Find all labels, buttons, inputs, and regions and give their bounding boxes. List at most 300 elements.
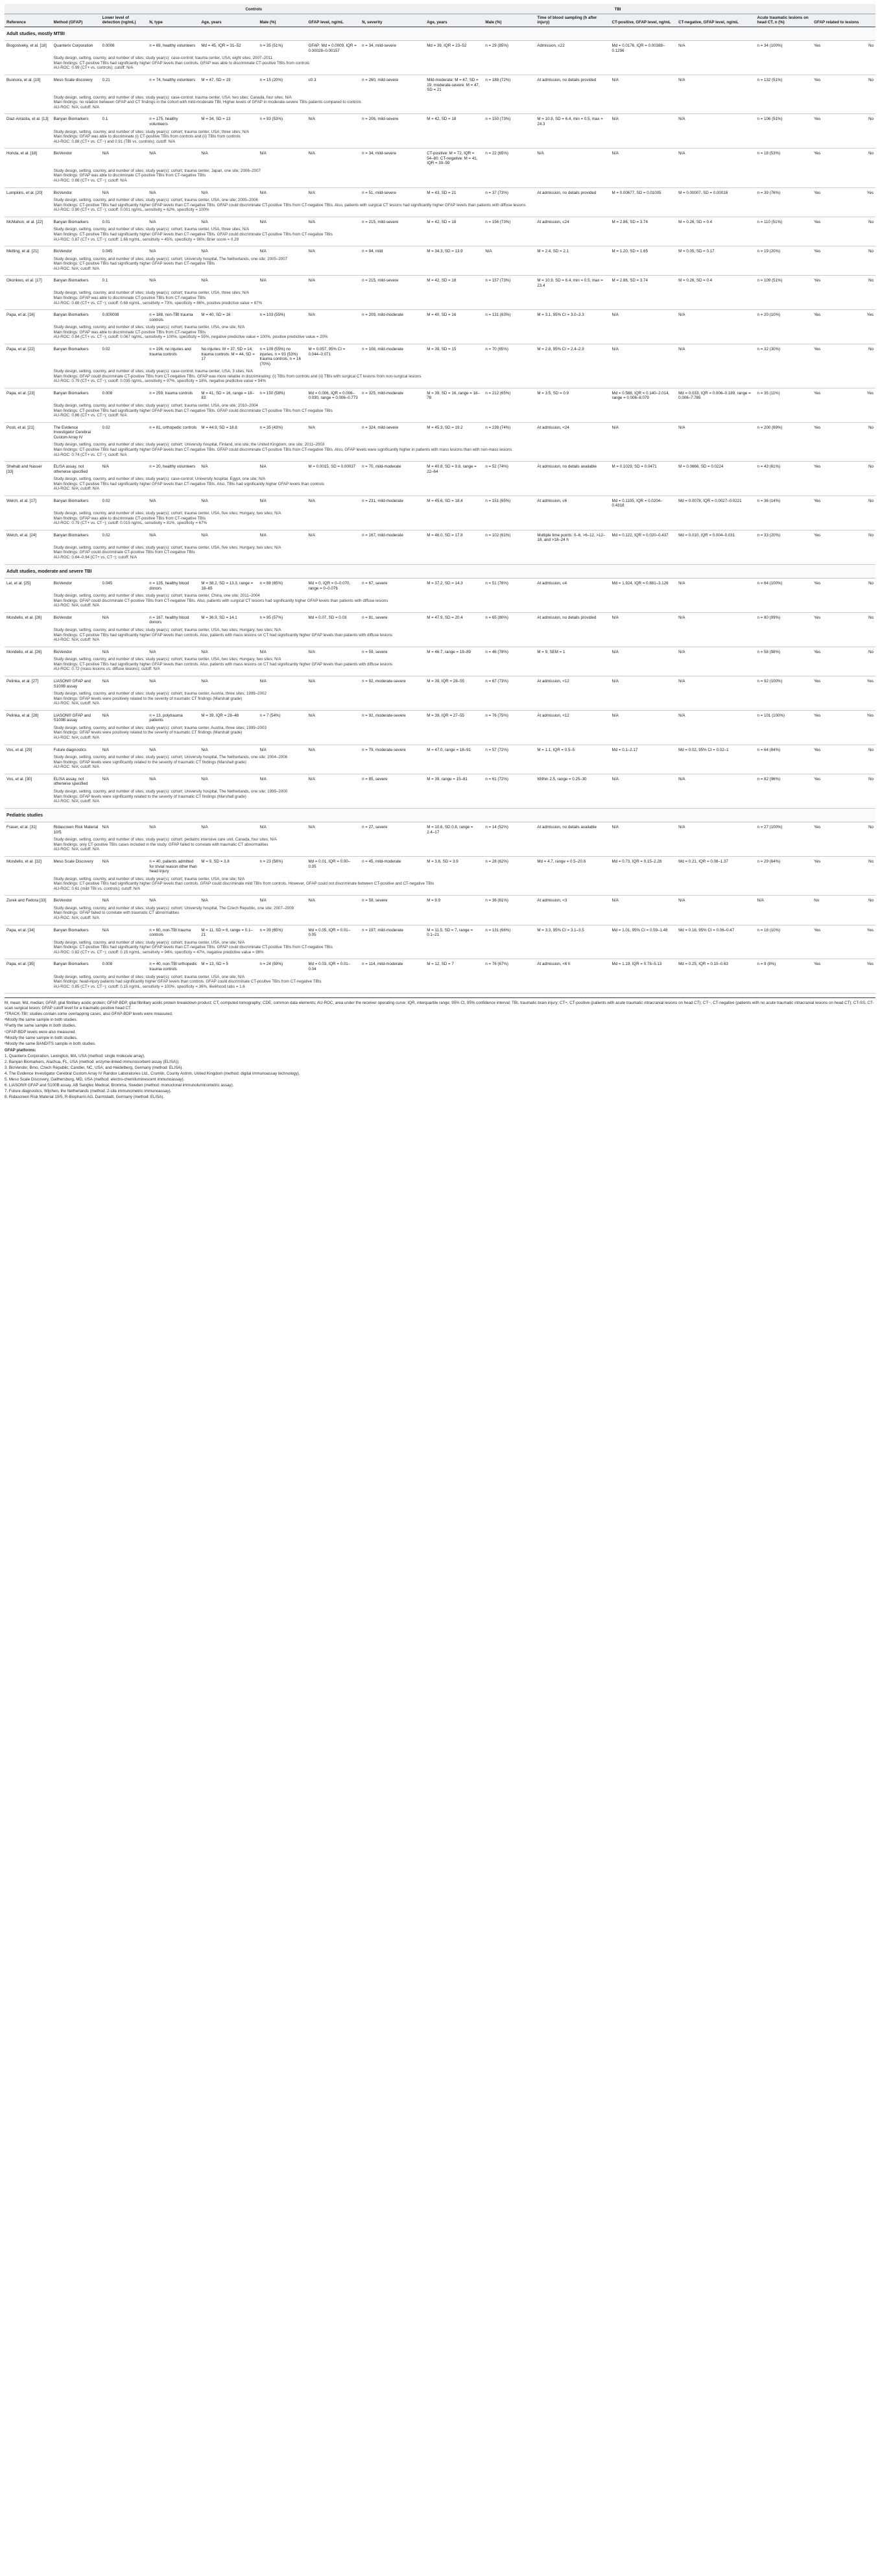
- cell-tbi-ct-positive: N/A: [612, 713, 619, 718]
- col-controls-age: Age, years: [199, 14, 257, 27]
- cell-controls-age: M = 9, SD = 3.8: [201, 859, 230, 864]
- cell-tbi-lesions: n = 43 (61%): [757, 464, 781, 470]
- meta-line: AU-ROC: N/A; cutoff: N/A: [53, 765, 99, 770]
- table-row-meta: [5, 836, 875, 856]
- meta-cell: [52, 905, 875, 925]
- cell-tbi-ct-negative: N/A: [678, 776, 685, 781]
- cell-extracranial: No: [868, 464, 874, 470]
- col-tbi-age: Age, years: [425, 14, 483, 27]
- cell-tbi-ct-negative: N/A: [678, 151, 685, 156]
- cell-tbi-age: M = 42, SD = 18: [427, 278, 457, 283]
- table-row: [5, 310, 875, 324]
- table-row-meta: [5, 324, 875, 344]
- cell-lower-detection: 0.02: [102, 346, 110, 352]
- cell-gfap-related: Yes: [814, 151, 821, 156]
- cell-controls-age: M = 47, SD = 19: [201, 78, 231, 83]
- meta-spacer: [5, 626, 52, 647]
- cell-tbi-age: M = 34.3, SD = 13.9: [427, 249, 463, 254]
- cell-reference: Zurek and Fedora [33]: [6, 898, 47, 903]
- studies-table: [5, 4, 875, 994]
- cell-tbi-time: Md = 4.7, range = 0.5–20.8: [537, 859, 586, 864]
- meta-line: AU-ROC: 0.87 (CT+ vs. CT−); cutoff: 1.66 ng/mL, sensitivity = 45%, specificity = 96%; Brier score = 0.29: [53, 237, 239, 242]
- cell-tbi-time: At admission, ≤6: [537, 498, 567, 503]
- cell-controls-male: n = 93 (53%): [259, 117, 283, 122]
- meta-line: Main findings: GFAP levels were positively related to the severity of traumatic CT findings (Marshall grade): [53, 696, 243, 701]
- cell-tbi-time: At admission, <12: [537, 713, 569, 718]
- cell-extracranial: No: [868, 532, 874, 538]
- section-title: Pediatric studies: [5, 808, 875, 822]
- cell-controls-age: N/A: [201, 776, 208, 781]
- meta-cell: [52, 626, 875, 647]
- cell-tbi-related: [812, 149, 875, 167]
- cell-reference: Posti, et al. [21]: [6, 425, 34, 430]
- cell-controls-male: N/A: [259, 532, 267, 538]
- cell-controls-n-type: N/A: [149, 678, 156, 684]
- cell-controls-age: M = 41, SD = 16, range = 18–83: [201, 390, 255, 401]
- cell-tbi-ct-negative: N/A: [678, 615, 685, 620]
- table-row: [5, 246, 875, 256]
- platform-item: 6. LIASON® GFAP and S100B assay, AB Sangtec Medical, Bromma, Sweden (method: monoclonal immunoluminometric assay).: [5, 1083, 234, 1088]
- cell-tbi-time: At admission, <12: [537, 678, 569, 684]
- meta-line: AU-ROC: 0.84 (CT+ vs. CT−); cutoff: 0.067 ng/mL, sensitivity = 100%, specificity = 55%, negative predictive value = 100%, positive predictive value = 20%: [53, 335, 328, 340]
- cell-tbi-lesions: n = 101 (100%): [757, 713, 785, 718]
- meta-spacer: [5, 690, 52, 710]
- cell-tbi-related: [812, 246, 875, 256]
- cell-tbi-lesions: n = 64 (100%): [757, 581, 783, 586]
- cell-controls-n-type: n = 13, polytrauma patients: [149, 713, 183, 723]
- cell-tbi-related: [812, 856, 875, 875]
- cell-gfap-related: Yes: [814, 464, 821, 470]
- meta-cell: [52, 510, 875, 530]
- cell-controls-age: M = 13, SD = 5: [201, 962, 228, 967]
- cell-extracranial: No: [868, 278, 874, 283]
- meta-cell: [52, 226, 875, 246]
- cell-reference: Lei, et al. [25]: [6, 581, 31, 586]
- cell-extracranial: No: [868, 649, 874, 654]
- cell-gfap-related: Yes: [814, 825, 821, 830]
- meta-line: Main findings: CT-positive TBIs had significantly higher GFAP levels than CT-negative TBIs. GFAP could discriminate CT-positive TBIs from CT-negative TBIs. Also, patients with surgical CT lesions had significantly higher GFAP levels than patients with diffuse lesions: [53, 202, 526, 208]
- cell-controls-age: No injuries: M = 37, SD = 14; trauma controls: M = 44, SD = 17: [201, 346, 255, 362]
- table-row-meta: [5, 402, 875, 422]
- meta-line: AU-ROC: 0.74 (CT+ vs. CT−); cutoff: N/A: [53, 452, 127, 457]
- meta-spacer: [5, 754, 52, 774]
- meta-line: Study design, setting, country, and number of sites; study year(s): cohort; pediatric intensive care unit, Canada, four sites; N/A: [53, 837, 277, 842]
- cell-tbi-time: M = 2.4, SD = 2.1: [537, 249, 569, 254]
- cell-tbi-ct-negative: N/A: [678, 313, 685, 318]
- cell-controls-n-type: N/A: [149, 151, 156, 156]
- cell-tbi-ct-positive: Md = 0.122, IQR = 0.020–0.437: [612, 532, 669, 538]
- cell-tbi-n-severity: n = 79, moderate-severe: [362, 747, 406, 752]
- cell-method: Banyan Biomarkers: [53, 498, 89, 503]
- header-group-row: [5, 4, 875, 14]
- cell-tbi-time: At admission, no details provided: [537, 78, 597, 83]
- cell-gfap-related: Yes: [814, 219, 821, 224]
- cell-tbi-age: M = 39, SD = 15: [427, 346, 457, 352]
- meta-cell: [52, 939, 875, 959]
- cell-controls-age: M = 40, SD = 16: [201, 313, 231, 318]
- meta-spacer: [5, 128, 52, 149]
- cell-tbi-time: At admission, <24: [537, 425, 569, 430]
- cell-gfap-related: Yes: [814, 962, 821, 967]
- table-row: [5, 530, 875, 544]
- cell-tbi-male: n = 151 (65%): [485, 498, 511, 503]
- table-row: [5, 578, 875, 593]
- meta-cell: [52, 167, 875, 187]
- cell-tbi-ct-negative: N/A: [678, 649, 685, 654]
- cell-tbi-time: At admission, <3: [537, 898, 567, 903]
- cell-tbi-n-severity: n = 206, mild-severe: [362, 117, 399, 122]
- platform-item: 3. BioVendor, Brno, Czech Republic; Candler, NC, USA; and Heidelberg, Germany (method: ELISA).: [5, 1065, 184, 1070]
- cell-lower-detection: N/A: [102, 927, 109, 933]
- cell-tbi-lesions: n = 132 (51%): [757, 78, 783, 83]
- table-row: [5, 276, 875, 290]
- cell-tbi-n-severity: n = 197, mild-moderate: [362, 927, 403, 933]
- meta-cell: [52, 656, 875, 676]
- cell-tbi-time: At admission, no details available: [537, 464, 597, 470]
- cell-tbi-male: n = 131 (63%): [485, 313, 511, 318]
- table-row-meta: [5, 510, 875, 530]
- cell-tbi-ct-negative: N/A: [678, 898, 685, 903]
- cell-tbi-n-severity: n = 67, severe: [362, 581, 388, 586]
- table-row-meta: [5, 475, 875, 495]
- cell-tbi-male: n = 150 (73%): [485, 117, 511, 122]
- table-row: [5, 462, 875, 476]
- cell-controls-gfap: GFAP: Md = 0.0009, IQR = 0.00028–0.00157: [308, 43, 357, 53]
- meta-cell: [52, 690, 875, 710]
- cell-tbi-age: M = 40, SD = 16: [427, 313, 457, 318]
- cell-tbi-ct-negative: M = 0.0666, SD = 0.0224: [678, 464, 724, 470]
- cell-tbi-male: n = 14 (52%): [485, 825, 508, 830]
- platform-item: 4. The Evidence Investigator Cerebral Custom Array IV Randox Laboratories Ltd., Crumlin, County Antrim, United Kingdom (method: digital immunoassay technology).: [5, 1071, 300, 1076]
- cell-tbi-ct-negative: N/A: [678, 713, 685, 718]
- table-row-meta: [5, 592, 875, 612]
- cell-method: BioVendor: [53, 615, 73, 620]
- table-row-meta: [5, 197, 875, 217]
- cell-tbi-lesions: n = 32 (30%): [757, 346, 781, 352]
- meta-line: Study design, setting, country, and number of sites; study year(s): case-control; trauma center, USA; two sites; Canada, four sites; N/A: [53, 95, 292, 100]
- meta-line: Main findings: GFAP levels were significantly related to the severity of traumatic CT findings (Marshall grade): [53, 794, 246, 799]
- cell-controls-age: M = 39, IQR = 28–48: [201, 713, 239, 718]
- cell-lower-detection: 0.000008: [102, 313, 119, 318]
- meta-spacer: [5, 973, 52, 994]
- cell-controls-n-type: n = 81, orthopedic controls: [149, 425, 197, 430]
- table-header: [5, 4, 875, 27]
- cell-controls-age: N/A: [201, 898, 208, 903]
- meta-cell: [52, 544, 875, 564]
- cell-extracranial: No: [868, 825, 874, 830]
- header-columns-row: [5, 14, 875, 27]
- cell-controls-male: n = 35 (51%): [259, 43, 283, 49]
- cell-controls-age: N/A: [201, 249, 208, 254]
- meta-spacer: [5, 94, 52, 114]
- cell-tbi-n-severity: n = 34, mild-severe: [362, 151, 396, 156]
- meta-line: Main findings: CT-positive TBIs had significantly higher GFAP levels than controls. GFAP could discriminate mild TBIs from controls. However, GFAP could not discriminate between CT-positive and CT-negative TBIs: [53, 881, 434, 887]
- cell-gfap-related: Yes: [814, 390, 821, 396]
- col-controls-n-type: N, type: [147, 14, 199, 27]
- meta-line: AU-ROC: N/A; cutoff: N/A: [53, 638, 99, 643]
- meta-line: Study design, setting, country, and number of sites; study year(s): cohort; trauma center, USA, three sites; N/A: [53, 227, 250, 232]
- cell-reference: Fraser, et al. [31]: [6, 825, 37, 830]
- cell-controls-gfap: Md = 0.05, IQR = 0.01–0.05: [308, 927, 351, 938]
- cell-reference: Welch, et al. [24]: [6, 532, 36, 538]
- cell-controls-male: n = 15 (20%): [259, 78, 283, 83]
- meta-line: Main findings: no relation between GFAP and CT findings in the cohort with mild-moderate TBI. Higher levels of GFAP in moderate-severe TBIs patients compared to controls: [53, 100, 361, 105]
- cell-tbi-lesions: n = 33 (20%): [757, 532, 781, 538]
- cell-reference: Okonkwo, et al. [17]: [6, 278, 42, 283]
- cell-extracranial: Yes: [866, 390, 874, 396]
- cell-tbi-age: M = 39, IQR = 28–55: [427, 678, 465, 684]
- cell-controls-male: n = 23 (58%): [259, 859, 283, 864]
- cell-tbi-n-severity: n = 231, mild-moderate: [362, 498, 403, 503]
- cell-tbi-lesions: n = 18 (10%): [757, 927, 781, 933]
- header-group-controls: Controls: [147, 4, 360, 14]
- cell-tbi-n-severity: n = 94, mild: [362, 249, 383, 254]
- meta-line: Main findings: CT-positive TBIs had significantly higher GFAP levels than CT-negative TBIs: [53, 261, 215, 267]
- cell-tbi-ct-positive: N/A: [612, 898, 619, 903]
- cell-lower-detection: N/A: [102, 615, 109, 620]
- meta-cell: [52, 94, 875, 114]
- cell-reference: Welch, et al. [17]: [6, 498, 36, 503]
- cell-reference: Papa, et al. [22]: [6, 346, 35, 352]
- cell-tbi-ct-positive: N/A: [612, 615, 619, 620]
- meta-line: Study design, setting, country, and number of sites; study year(s): cohort; trauma center, Japan, one site; 2006–2007: [53, 168, 261, 173]
- cell-tbi-lesions: n = 20 (10%): [757, 313, 781, 318]
- table-row-meta: [5, 441, 875, 461]
- meta-line: Main findings: GFAP was able to discriminate (i) CT-positive TBIs from controls and (ii) TBIs from controls: [53, 134, 241, 139]
- cell-tbi-ct-positive: N/A: [612, 151, 619, 156]
- cell-tbi-ct-negative: M = 0.26, SD = 0.4: [678, 278, 713, 283]
- table-row-meta: [5, 905, 875, 925]
- table-row: [5, 388, 875, 402]
- cell-tbi-ct-negative: N/A: [678, 346, 685, 352]
- cell-controls-n-type: n = 20, healthy volunteers: [149, 464, 196, 470]
- meta-cell: [52, 368, 875, 388]
- cell-controls-age: N/A: [201, 151, 208, 156]
- cell-tbi-time: M = 10.9, SD = 6.4, min = 0.5, max = 23.4: [537, 278, 603, 288]
- cell-tbi-time: M = 9, SEM = 1: [537, 649, 565, 654]
- cell-gfap-related: Yes: [814, 649, 821, 654]
- cell-controls-male: N/A: [259, 649, 267, 654]
- meta-cell: [52, 724, 875, 745]
- cell-extracranial: No: [868, 581, 874, 586]
- cell-tbi-age: M = 12, SD = 7: [427, 962, 454, 967]
- table-row-meta: [5, 973, 875, 994]
- cell-tbi-n-severity: n = 45, mild-moderate: [362, 859, 401, 864]
- cell-tbi-male: n = 61 (72%): [485, 776, 508, 781]
- cell-tbi-male: n = 70 (65%): [485, 346, 508, 352]
- cell-tbi-age: CT-positive: M = 72, IQR = 54–80; CT-negative: M = 41, IQR = 30–59: [427, 151, 478, 166]
- meta-cell: [52, 754, 875, 774]
- cell-method: Banyan Biomarkers: [53, 219, 89, 224]
- cell-method: Banyan Biomarkers: [53, 390, 89, 396]
- cell-tbi-ct-positive: Md = 1.924, IQR = 0.881–3.126: [612, 581, 669, 586]
- cell-tbi-n-severity: n = 114, mild-moderate: [362, 962, 403, 967]
- cell-tbi-male: n = 29 (85%): [485, 43, 508, 49]
- cell-tbi-male: n = 37 (73%): [485, 190, 508, 195]
- footnote-note: ᵉMostly the same BANDITS sample in both studies.: [5, 1041, 96, 1046]
- meta-line: Study design, setting, country, and number of sites; study year(s): cohort; trauma center, USA, one site; N/A: [53, 940, 245, 945]
- cell-controls-age: N/A: [201, 278, 208, 283]
- cell-tbi-ct-negative: N/A: [678, 425, 685, 430]
- meta-line: Main findings: GFAP could discriminate CT-positive TBIs from CT-negative TBIs. Also, patients with surgical CT lesions had significantly higher GFAP levels than patients with diffuse lesions: [53, 598, 388, 603]
- meta-line: Study design, setting, country, and number of sites; study year(s): cohort; University hospital, The Netherlands, one site; 1999–2000: [53, 789, 288, 794]
- table-row: [5, 774, 875, 788]
- cell-tbi-n-severity: n = 51, mild-severe: [362, 190, 396, 195]
- meta-spacer: [5, 226, 52, 246]
- col-lower-detection: Lower level of detection (ng/mL): [101, 14, 148, 27]
- cell-controls-male: n = 88 (65%): [259, 581, 283, 586]
- table-row: [5, 114, 875, 128]
- cell-method: Banyan Biomarkers: [53, 278, 89, 283]
- cell-lower-detection: 0.0006: [102, 43, 115, 49]
- meta-cell: [52, 836, 875, 856]
- table-row-meta: [5, 656, 875, 676]
- meta-line: Main findings: GFAP was able to discriminate CT-positive TBIs from CT-negative TBIs: [53, 516, 206, 521]
- cell-tbi-ct-positive: Md = 0.0176, IQR = 0.00388–0.1296: [612, 43, 665, 53]
- meta-line: AU-ROC: 0.88 (CT+ vs. CT−) and 0.91 (TBI vs. controls); cutoff: N/A: [53, 139, 175, 144]
- col-tbi-ct-positive: CT-positive, GFAP level, ng/mL: [610, 14, 677, 27]
- col-method: Method (GFAP): [52, 14, 101, 27]
- cell-tbi-ct-positive: M = 0.1029, SD = 0.0471: [612, 464, 657, 470]
- table-row-meta: [5, 128, 875, 149]
- cell-controls-n-type: n = 40, patients admitted for trivial reason other than head injury: [149, 859, 197, 874]
- meta-line: Study design, setting, country, and number of sites; study year(s): cohort; trauma center, Austria, three sites; 1999–2002: [53, 691, 267, 697]
- cell-tbi-related: [812, 310, 875, 324]
- cell-tbi-ct-positive: N/A: [612, 776, 619, 781]
- meta-line: Study design, setting, country, and number of sites; study year(s): cohort; trauma center, USA, two sites; Hungary, two sites; N/A: [53, 628, 281, 632]
- cell-gfap-related: Yes: [814, 776, 821, 781]
- cell-method: The Evidence Investigator Cerebral Custom Array IV: [53, 425, 91, 440]
- meta-line: AU-ROC: N/A; cutoff: N/A: [53, 701, 99, 706]
- meta-line: Study design, setting, country, and number of sites; study year(s): cohort; trauma center, USA, three sites; N/A: [53, 291, 250, 296]
- cell-controls-male: N/A: [259, 776, 267, 781]
- meta-cell: [52, 475, 875, 495]
- table-row: [5, 344, 875, 368]
- table-row: [5, 612, 875, 626]
- meta-line: AU-ROC: N/A; cutoff: N/A: [53, 603, 99, 608]
- table-row-meta: [5, 939, 875, 959]
- section-title: Adult studies, moderate and severe TBI: [5, 564, 875, 578]
- cell-method: ELISA assay, not otherwise specified: [53, 776, 88, 787]
- cell-extracranial: No: [868, 859, 874, 864]
- table-body: [5, 27, 875, 994]
- cell-reference: Papa, et al. [34]: [6, 927, 35, 933]
- cell-tbi-male: n = 22 (65%): [485, 151, 508, 156]
- cell-tbi-time: At admission, no details provided: [537, 190, 597, 195]
- cell-tbi-age: M = 43, SD = 21: [427, 190, 457, 195]
- cell-method: Ridascreen Risk Material 10/5: [53, 825, 99, 835]
- cell-tbi-related: [812, 462, 875, 476]
- meta-line: Study design, setting, country, and number of sites; study year(s): cohort; trauma center, USA, one site; N/A: [53, 974, 245, 979]
- meta-spacer: [5, 54, 52, 75]
- meta-line: Study design, setting, country, and number of sites; study year(s): cohort; University hospital, The Czech Republic, one site; 2007–2009: [53, 905, 294, 911]
- cell-extracranial: No: [868, 78, 874, 83]
- cell-controls-n-type: N/A: [149, 498, 156, 503]
- cell-tbi-lesions: n = 18 (53%): [757, 151, 781, 156]
- meta-line: Study design, setting, country, and number of sites; study year(s): cohort; trauma center, China, one site; 2011–2004: [53, 593, 260, 599]
- cell-controls-n-type: N/A: [149, 898, 156, 903]
- meta-line: Study design, setting, country, and number of sites; study year(s): cohort; trauma center, USA, five sites; Hungary, two sites; N/A: [53, 511, 281, 516]
- cell-tbi-lesions: n = 29 (64%): [757, 859, 781, 864]
- table-row: [5, 822, 875, 837]
- cell-tbi-ct-positive: N/A: [612, 78, 619, 83]
- meta-line: AU-ROC: N/A; cutoff: N/A: [53, 735, 99, 740]
- cell-tbi-male: n = 212 (65%): [485, 390, 511, 396]
- cell-gfap-related: Yes: [814, 425, 821, 430]
- cell-tbi-ct-positive: Md = 0.1105, IQR = 0.0204–0.4318: [612, 498, 663, 508]
- meta-spacer: [5, 402, 52, 422]
- cell-lower-detection: N/A: [102, 151, 109, 156]
- cell-controls-n-type: N/A: [149, 776, 156, 781]
- section-row: [5, 808, 875, 822]
- cell-extracranial: Yes: [866, 313, 874, 318]
- platform-item: 7. Future diagnostics, Wijchen, the Netherlands (method: 2-site immunometric immunoassay).: [5, 1089, 172, 1094]
- meta-line: AU-ROC: 0.79 (CT+ vs. CT−); cutoff: 0.015 ng/mL, sensitivity = 81%, specificity = 67%: [53, 521, 208, 526]
- cell-tbi-related: [812, 710, 875, 724]
- meta-line: Main findings: GFAP was able to discriminate CT-positive TBIs from CT-negative TBIs: [53, 173, 206, 178]
- cell-controls-n-type: n = 175, healthy volunteers: [149, 117, 178, 126]
- cell-tbi-ct-negative: N/A: [678, 825, 685, 830]
- cell-lower-detection: 0.045: [102, 249, 113, 254]
- meta-line: Main findings: head-injury patients had significantly higher GFAP levels than controls. GFAP could discriminate CT-positive TBIs from CT-negative TBIs: [53, 979, 322, 984]
- meta-line: Study design, setting, country, and number of sites; study year(s): cohort; trauma center, USA, one site; 2010–2004: [53, 403, 258, 409]
- cell-extracranial: No: [868, 43, 874, 49]
- meta-spacer: [5, 656, 52, 676]
- table-row: [5, 187, 875, 197]
- cell-tbi-ct-positive: N/A: [612, 425, 619, 430]
- table-row-meta: [5, 256, 875, 276]
- table-row: [5, 75, 875, 94]
- cell-controls-n-type: N/A: [149, 278, 156, 283]
- meta-line: AU-ROC: 0.84–0.94 (CT+ vs. CT−); cutoff: N/A: [53, 555, 137, 560]
- cell-controls-gfap: N/A: [308, 776, 315, 781]
- cell-lower-detection: 0.01: [102, 219, 110, 224]
- cell-controls-male: n = 35 (43%): [259, 425, 283, 430]
- meta-line: Study design, setting, country, and number of sites; study year(s): cohort; University hospital, The Netherlands, one site; 2005–2007: [53, 256, 288, 261]
- cell-tbi-age: M = 3.6, SD = 3.9: [427, 859, 458, 864]
- cell-gfap-related: Yes: [814, 346, 821, 352]
- cell-tbi-age: M = 42, SD = 18: [427, 219, 457, 224]
- cell-method: BioVendor: [53, 190, 73, 195]
- cell-controls-n-type: N/A: [149, 747, 156, 752]
- cell-gfap-related: Yes: [814, 713, 821, 718]
- meta-line: AU-ROC: 0.99 (CT+ vs. controls); cutoff: N/A: [53, 66, 134, 71]
- cell-controls-gfap: N/A: [308, 747, 315, 752]
- cell-tbi-time: Multiple time points: 0–6, >6–12, >12–18, and >18–24 h: [537, 532, 606, 543]
- cell-tbi-age: M = 39, range = 15–81: [427, 776, 468, 781]
- table-row-meta: [5, 754, 875, 774]
- cell-method: LIASON® GFAP and S100B assay: [53, 713, 91, 723]
- cell-lower-detection: 0.02: [102, 425, 110, 430]
- cell-lower-detection: 0.1: [102, 278, 108, 283]
- meta-cell: [52, 402, 875, 422]
- cell-tbi-age: M = 10.6, SD 0.8, range = 2.4–17: [427, 825, 473, 835]
- cell-lower-detection: N/A: [102, 859, 109, 864]
- cell-tbi-ct-positive: Md = 1.01, 95% CI = 0.59–1.48: [612, 927, 668, 933]
- meta-spacer: [5, 197, 52, 217]
- table-row: [5, 676, 875, 690]
- meta-line: AU-ROC: 0.82 (CT+ vs. CT−); cutoff: 0.15 ng/mL, sensitivity = 94%, specificity = 47%, negative predictive value = 98%: [53, 949, 264, 955]
- cell-controls-n-type: n = 188, non-TBI trauma controls: [149, 313, 193, 322]
- meta-line: Main findings: CT-positive TBIs had significantly higher GFAP levels than controls. GFAP was able to discriminate CT-positive TBIs from controls: [53, 60, 310, 66]
- cell-reference: Papa, et al. [35]: [6, 962, 35, 967]
- cell-extracranial: Yes: [866, 190, 874, 195]
- cell-tbi-n-severity: n = 92, moderate-severe: [362, 678, 406, 684]
- meta-cell: [52, 256, 875, 276]
- cell-tbi-related: [812, 612, 875, 626]
- table-row: [5, 647, 875, 656]
- meta-cell: [52, 54, 875, 75]
